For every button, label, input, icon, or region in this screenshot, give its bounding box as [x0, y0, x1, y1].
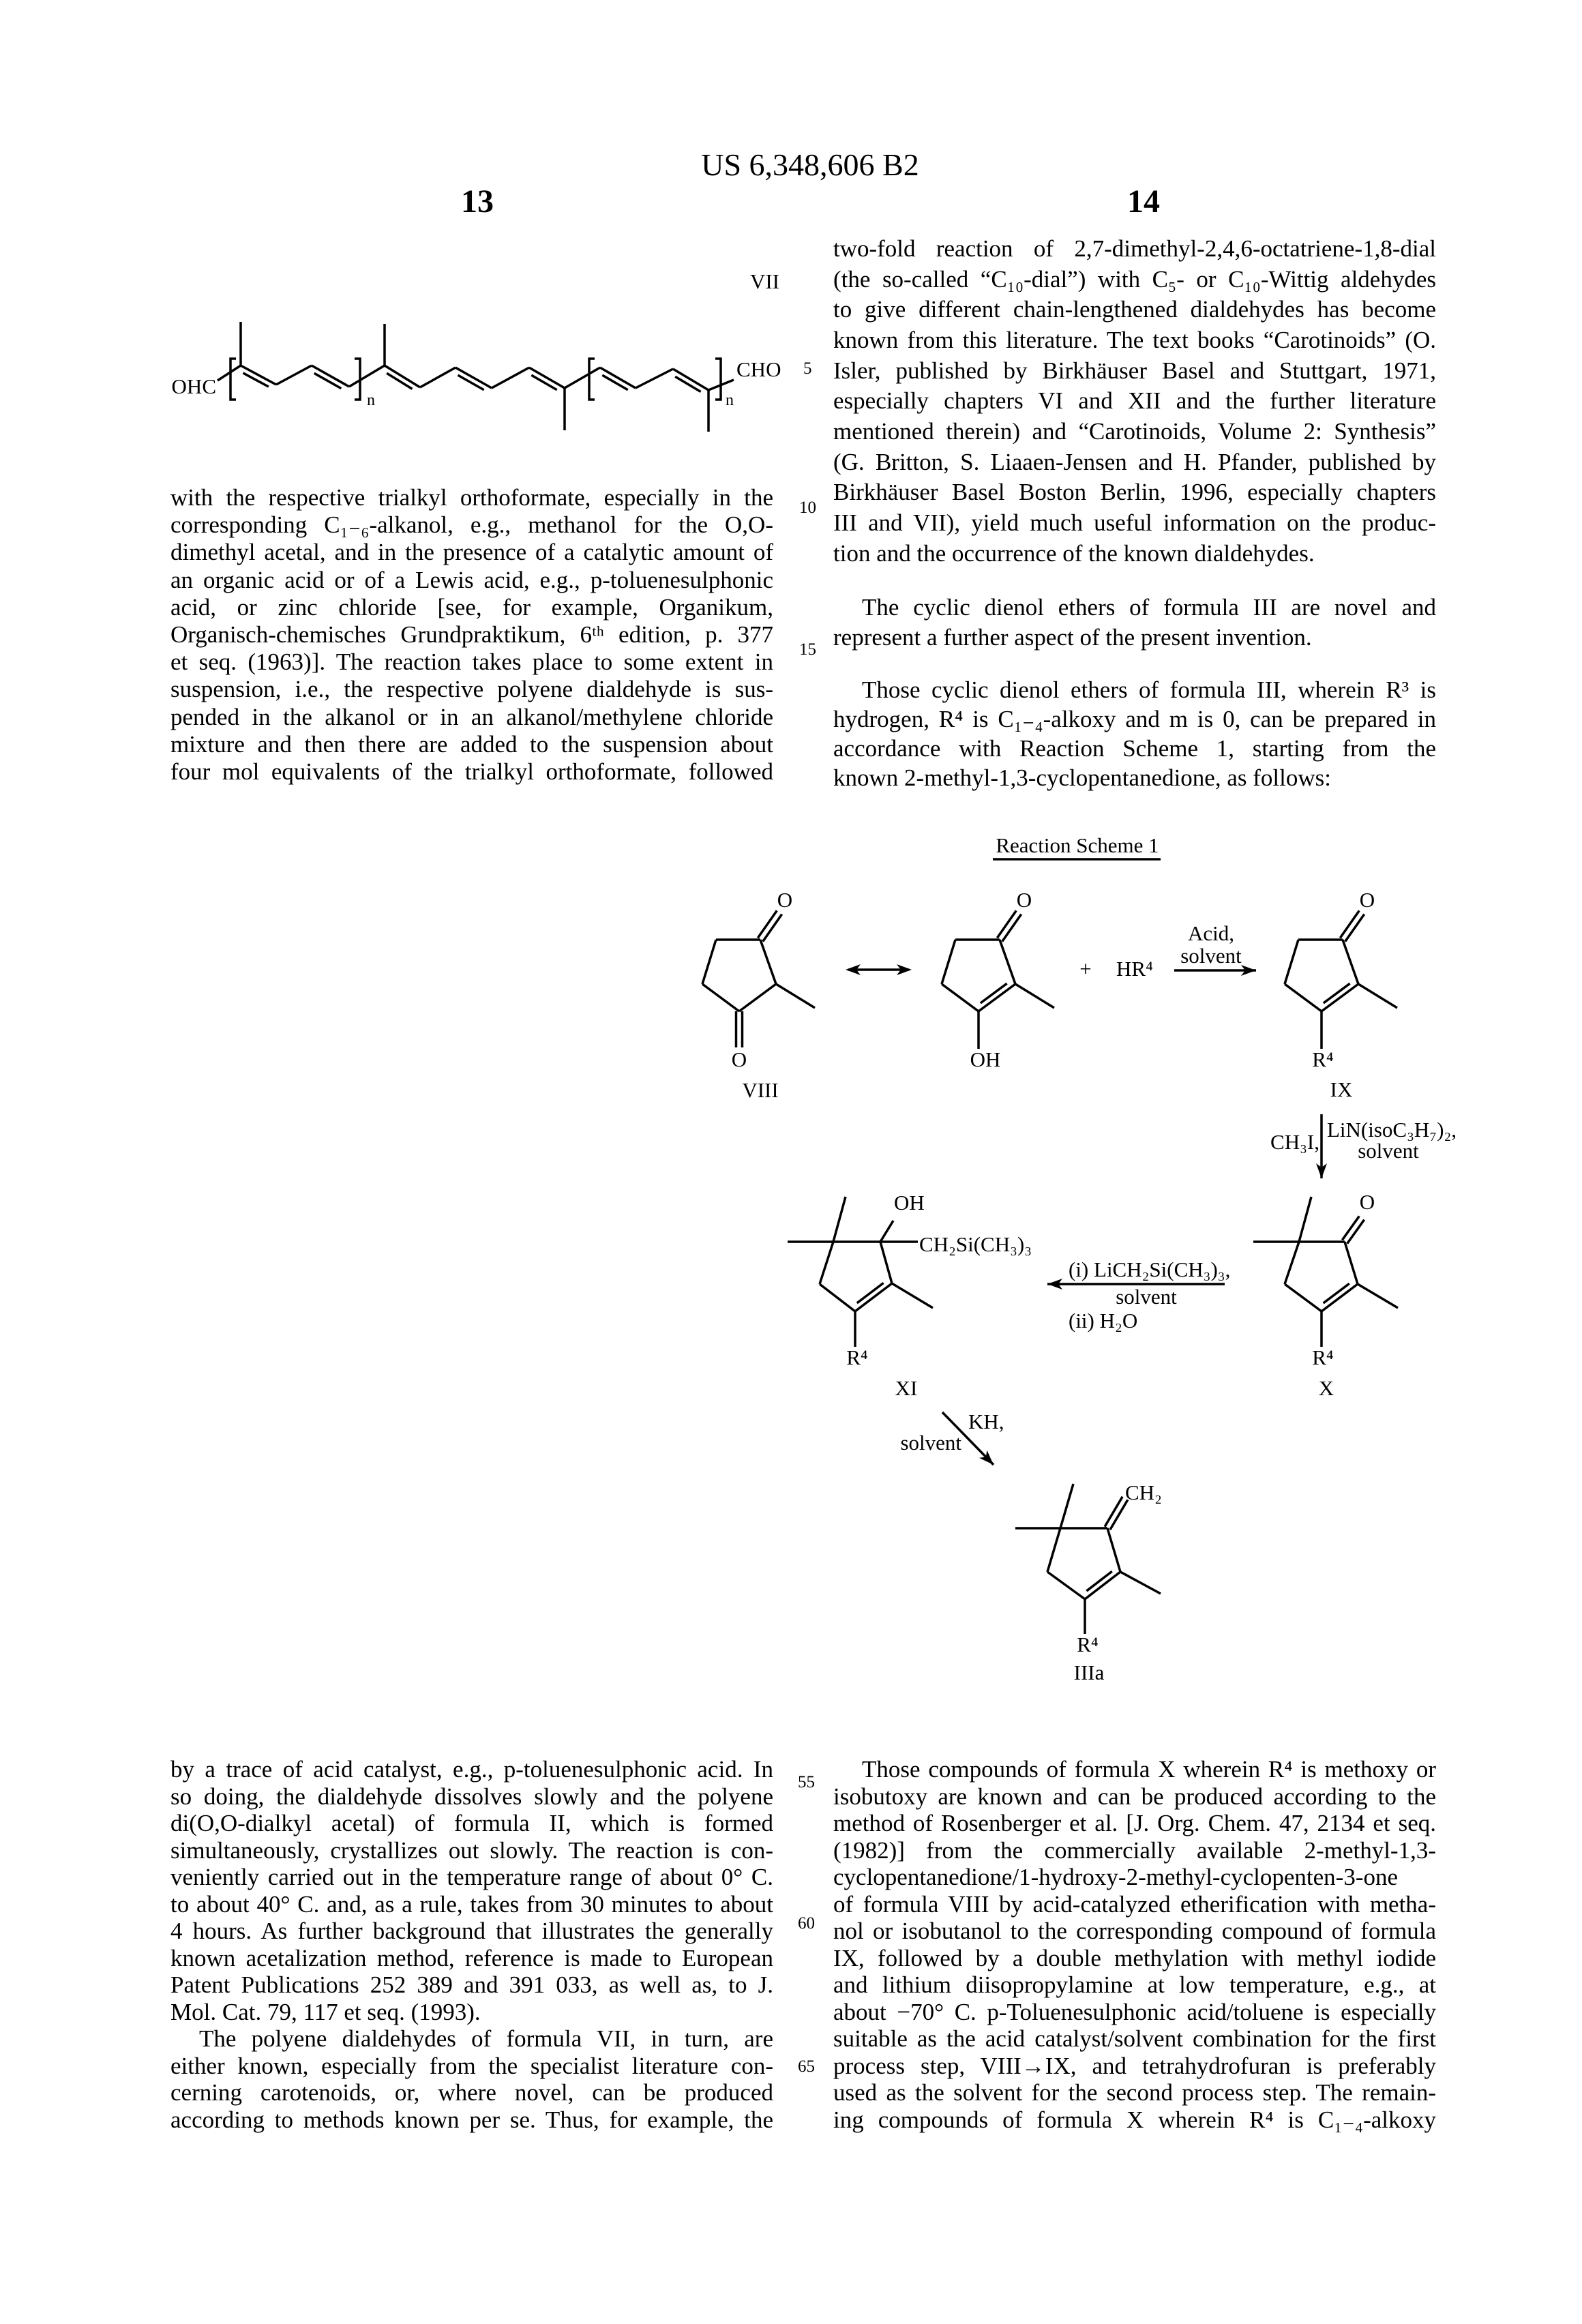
methyl-bond: [776, 984, 815, 1008]
paragraph: [833, 1756, 1436, 2133]
substituent-label: CH₂Si(CH₃)₃: [919, 1232, 1032, 1256]
paragraph: [833, 593, 1436, 653]
margin-line-number: 10: [799, 498, 816, 517]
text-line: III and VII), yield much useful information on the produc-: [833, 508, 1436, 539]
text-line: an organic acid or of a Lewis acid, e.g., p-toluenesulphonic: [170, 567, 773, 594]
text-line: (1982)] from the commercially available 2-methyl-1,3-: [833, 1837, 1436, 1864]
bond: [1285, 1242, 1299, 1284]
text-line: known 2-methyl-1,3-cyclopentanedione, as follows:: [833, 763, 1436, 792]
r4-label: R⁴: [846, 1345, 867, 1369]
bond: [942, 940, 955, 984]
bond: [492, 368, 529, 388]
methyl-bond: [833, 1197, 846, 1242]
methyl-bond: [892, 1283, 933, 1308]
methylene-label: CH₂: [1125, 1480, 1162, 1504]
compound-label: IX: [1330, 1077, 1353, 1101]
text-line: especially chapters VI and XII and the further literature: [833, 386, 1436, 417]
condition-label: solvent: [900, 1431, 961, 1455]
text-line: pended in the alkanol or in an alkanol/methylene chloride: [170, 704, 773, 731]
condition-label: (i) LiCH₂Si(CH₃)₃,: [1069, 1257, 1230, 1281]
text-line: 4 hours. As further background that illustrates the generally: [170, 1918, 773, 1945]
text-line: represent a further aspect of the present invention.: [833, 623, 1436, 653]
margin-line-number: 60: [798, 1914, 815, 1933]
text-line: Mol. Cat. 79, 117 et seq. (1993).: [170, 1999, 773, 2026]
condition-label: KH,: [968, 1410, 1004, 1433]
oxygen-label: O: [1360, 888, 1375, 912]
margin-line-number: 15: [799, 640, 816, 659]
text-line: isobutoxy are known and can be produced according to the: [833, 1783, 1436, 1811]
condition-label: LiN(isoC₃H₇)₂,: [1327, 1118, 1457, 1142]
bond: [1322, 1284, 1358, 1311]
condition-label: solvent: [1358, 1139, 1419, 1163]
text-line: known acetalization method, reference is made to European: [170, 1945, 773, 1972]
patent-page: [0, 0, 1582, 2324]
text-line: process step, VIII→IX, and tetrahydrofuran is preferably: [833, 2053, 1436, 2080]
methyl-bond: [1060, 1484, 1073, 1528]
text-line: so doing, the dialdehyde dissolves slowly and the polyene: [170, 1783, 773, 1811]
text-line: Those cyclic dienol ethers of formula III, wherein R³ is: [833, 675, 1436, 704]
methyl-bond: [1015, 984, 1054, 1008]
formula-label: VII: [750, 269, 779, 293]
paragraph: [833, 234, 1436, 569]
text-line: (G. Britton, S. Liaaen-Jensen and H. Pfander, published by: [833, 447, 1436, 478]
methyl-bond: [1358, 984, 1397, 1008]
text-line: nol or isobutanol to the corresponding compound of formula: [833, 1918, 1436, 1945]
double-bond-line: [1347, 1220, 1364, 1244]
r4-label: R⁴: [1312, 1047, 1333, 1071]
patent-number: US 6,348,606 B2: [701, 147, 919, 182]
condition-label: solvent: [1180, 944, 1242, 968]
text-line: di(O,O-dialkyl acetal) of formula II, which is formed: [170, 1810, 773, 1837]
paragraph: [170, 484, 773, 786]
bond: [1285, 1284, 1322, 1311]
text-line: (the so-called “C₁₀-dial”) with C₅- or C₁₀-Wittig aldehydes: [833, 265, 1436, 295]
bond: [820, 1242, 833, 1284]
text-line: mentioned therein) and “Carotinoids, Volume 2: Synthesis”: [833, 417, 1436, 447]
bond: [1343, 940, 1358, 984]
bond: [1000, 940, 1015, 984]
text-line: either known, especially from the specialist literature con-: [170, 2053, 773, 2080]
text-line: and lithium diisopropylamine at low temperature, e.g., at: [833, 1971, 1436, 1999]
paragraph: [170, 2025, 773, 2133]
bond: [276, 366, 312, 385]
margin-line-number: 55: [798, 1773, 815, 1791]
hydroxyl-label: OH: [894, 1191, 925, 1215]
bracket-open: [230, 359, 236, 400]
text-line: method of Rosenberger et al. [J. Org. Chem. 47, 2134 et seq.: [833, 1810, 1436, 1837]
text-line: cyclopentanedione/1-hydroxy-2-methyl-cyclopenten-3-one: [833, 1864, 1436, 1891]
bond: [880, 1242, 892, 1283]
margin-line-number: 65: [798, 2057, 815, 2076]
compound-label: XI: [895, 1376, 918, 1400]
bond: [855, 1283, 892, 1311]
bond: [1107, 1528, 1120, 1572]
compound-label: VIII: [742, 1078, 778, 1102]
text-line: Organisch-chemisches Grundpraktikum, 6ᵗʰ edition, p. 377: [170, 621, 773, 649]
repeat-index: n: [726, 391, 734, 409]
reagent-label: HR⁴: [1116, 957, 1153, 981]
condition-label: Acid,: [1188, 921, 1234, 945]
bond: [702, 984, 739, 1011]
bond: [636, 369, 673, 388]
oxygen-label: O: [1360, 1190, 1375, 1214]
text-line: et seq. (1963)]. The reaction takes place to some extent in: [170, 649, 773, 676]
text-line: hydrogen, R⁴ is C₁₋₄-alkoxy and m is 0, can be prepared in: [833, 704, 1436, 734]
bond: [702, 940, 716, 984]
page-number-right: 14: [1127, 183, 1160, 220]
text-line: corresponding C₁₋₆-alkanol, e.g., methanol for the O,O-: [170, 511, 773, 539]
bond: [1047, 1572, 1085, 1599]
bond: [979, 984, 1015, 1011]
paragraph: [170, 1756, 773, 2025]
text-line: with the respective trialkyl orthoformate, especially in the: [170, 484, 773, 511]
compound-label: X: [1319, 1376, 1334, 1400]
condition-label: solvent: [1116, 1285, 1177, 1309]
group-label: OHC: [172, 374, 216, 398]
text-line: acid, or zinc chloride [see, for example, Organikum,: [170, 594, 773, 621]
r4-label: R⁴: [1312, 1345, 1333, 1369]
bond: [565, 368, 600, 388]
text-line: Isler, published by Birkhäuser Basel and Stuttgart, 1971,: [833, 356, 1436, 387]
text-line: cerning carotenoids, or, where novel, can be produced: [170, 2079, 773, 2106]
text-line: veniently carried out in the temperature range of about 0° C.: [170, 1864, 773, 1891]
bond: [1085, 1572, 1120, 1599]
bond: [739, 984, 776, 1011]
text-line: suspension, i.e., the respective polyene dialdehyde is sus-: [170, 676, 773, 703]
bond: [349, 366, 385, 387]
paragraph: [833, 675, 1436, 792]
bond: [420, 368, 456, 387]
text-line: tion and the occurrence of the known dialdehydes.: [833, 539, 1436, 569]
bond: [1322, 984, 1358, 1011]
bond: [760, 940, 776, 984]
oxygen-label: O: [1017, 888, 1032, 912]
text-line: by a trace of acid catalyst, e.g., p-toluenesulphonic acid. In: [170, 1756, 773, 1783]
oxygen-label: O: [777, 888, 792, 912]
condition-label: (ii) H₂O: [1069, 1309, 1137, 1332]
text-line: simultaneously, crystallizes out slowly. The reaction is con-: [170, 1837, 773, 1864]
text-line: The polyene dialdehydes of formula VII, in turn, are: [170, 2025, 773, 2053]
bond: [218, 366, 241, 381]
bracket-close: [355, 359, 360, 400]
text-line: of formula VIII by acid-catalyzed etherification with metha-: [833, 1891, 1436, 1918]
methyl-bond: [1299, 1197, 1311, 1242]
text-line: Those compounds of formula X wherein R⁴ is methoxy or: [833, 1756, 1436, 1783]
hydroxyl-label: OH: [970, 1047, 1001, 1071]
text-line: IX, followed by a double methylation with methyl iodide: [833, 1945, 1436, 1972]
text-line: The cyclic dienol ethers of formula III are novel and: [833, 593, 1436, 623]
r4-label: R⁴: [1077, 1633, 1098, 1656]
scheme-title: Reaction Scheme 1: [996, 833, 1159, 857]
bracket-close: [715, 359, 721, 400]
text-line: according to methods known per se. Thus, for example, the: [170, 2106, 773, 2134]
text-line: about −70° C. p-Toluenesulphonic acid/toluene is especially: [833, 1999, 1436, 2026]
group-label: CHO: [736, 357, 781, 381]
bond: [1285, 984, 1322, 1011]
bond: [1285, 940, 1298, 984]
text-line: mixture and then there are added to the suspension about: [170, 731, 773, 758]
bond: [1047, 1528, 1060, 1572]
page-number-left: 13: [461, 183, 494, 220]
text-line: Birkhäuser Basel Boston Berlin, 1996, especially chapters: [833, 477, 1436, 508]
bond: [880, 1221, 893, 1242]
text-line: accordance with Reaction Scheme 1, starting from the: [833, 734, 1436, 763]
plus-sign: +: [1079, 957, 1091, 981]
text-line: to about 40° C. and, as a rule, takes from 30 minutes to about: [170, 1891, 773, 1918]
oxygen-label: O: [732, 1047, 747, 1071]
text-line: four mol equivalents of the trialkyl orthoformate, followed: [170, 758, 773, 786]
methyl-bond: [1120, 1572, 1161, 1594]
text-line: two-fold reaction of 2,7-dimethyl-2,4,6-octatriene-1,8-dial: [833, 234, 1436, 265]
methyl-bond: [1358, 1284, 1398, 1308]
bond: [1345, 1242, 1358, 1284]
bracket-open: [589, 359, 595, 400]
bond: [820, 1284, 855, 1311]
text-line: known from this literature. The text books “Carotinoids” (O.: [833, 325, 1436, 356]
text-line: dimethyl acetal, and in the presence of a catalytic amount of: [170, 539, 773, 566]
text-line: used as the solvent for the second process step. The remain-: [833, 2079, 1436, 2106]
double-bond-line: [1342, 1216, 1359, 1240]
double-bond-line: [243, 373, 268, 387]
repeat-index: n: [367, 391, 375, 409]
text-line: suitable as the acid catalyst/solvent combination for the first: [833, 2025, 1436, 2053]
text-line: Patent Publications 252 389 and 391 033, as well as, to J.: [170, 1971, 773, 1999]
text-line: to give different chain-lengthened dialdehydes has become: [833, 295, 1436, 325]
compound-label: IIIa: [1074, 1660, 1105, 1684]
text-line: ing compounds of formula X wherein R⁴ is C₁₋₄-alkoxy: [833, 2106, 1436, 2134]
bond: [942, 984, 979, 1011]
margin-line-number: 5: [803, 359, 812, 378]
condition-label: CH₃I,: [1270, 1130, 1319, 1154]
